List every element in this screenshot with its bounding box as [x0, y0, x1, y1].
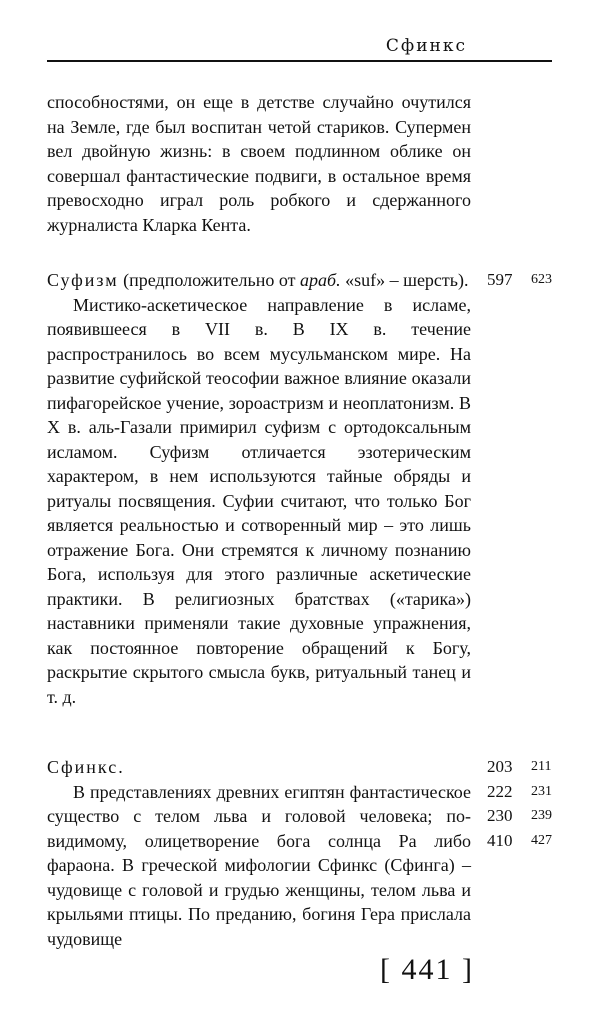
- sufism-page-refs: [487, 268, 565, 293]
- sufism-heading: [47, 268, 471, 293]
- ref-row: [487, 268, 565, 293]
- ref-secondary: 211: [531, 759, 552, 774]
- ref-row: [487, 755, 565, 780]
- sphinx-body: В представлениях древних египтян фантастическое существо с телом льва и головой человека; по-видимому, олицетворение бога солнца Ра либо фараона. В греческой мифологии Сфинкс (Сфинга) – чудовище с головой и грудью женщины, телом льва и крыльями птицы. По преданию, богиня Гера прислала чудовище: [47, 781, 471, 949]
- ref-row: [487, 829, 565, 854]
- page-number: [ 441 ]: [380, 953, 474, 986]
- ref-row: [487, 780, 565, 805]
- superman-entry-continuation: [47, 90, 471, 237]
- sufism-entry: [47, 268, 471, 709]
- sufism-etymology-rest: «suf» – шерсть).: [340, 270, 469, 290]
- ref-primary: 222: [487, 781, 513, 801]
- header-rule: [47, 60, 552, 62]
- superman-text: способностями, он еще в детстве случайно очутился на Земле, где был воспитан четой стариков. Супермен вел двойную жизнь: в своем подлинном облике он совершал фантастические подвиги, в остальное время превосходно играл роль робкого и сдержанного журналиста Кларка Кента.: [47, 92, 471, 235]
- ref-row: [487, 804, 565, 829]
- ref-primary: 410: [487, 830, 513, 850]
- ref-secondary: 427: [531, 832, 552, 848]
- ref-primary: 597: [487, 270, 513, 289]
- ref-secondary: 239: [531, 808, 552, 823]
- ref-primary: 230: [487, 806, 513, 825]
- ref-primary: 203: [487, 757, 513, 776]
- ref-secondary: 231: [531, 783, 552, 799]
- ref-secondary: 623: [531, 272, 552, 287]
- running-head-title: Сфинкс: [385, 36, 467, 56]
- sphinx-headword: Сфинкс.: [47, 757, 125, 777]
- sufism-etymology-open: (предположительно от: [118, 270, 301, 290]
- sufism-etymology-lang: араб.: [300, 270, 341, 290]
- sphinx-heading: [47, 755, 471, 780]
- sufism-body: Мистико-аскетическое направление в исламе, появившееся в VII в. В IX в. течение распространилось во всем мусульманском мире. На развитие суфийской теософии важное влияние оказали пифагорейское учение, зороастризм и неоплатонизм. В X в. аль-Газали примирил суфизм с ортодоксальным исламом. Суфизм отличается эзотерическим характером, в нем используются тайные обряды и ритуалы посвящения. Суфии считают, что только Бог является реальностью и сотворенный мир – это лишь отражение Бога. Они стремятся к личному познанию Бога, используя для этого различные аскетические практики. В религиозных братствах («тарика») наставники применяли такие духовные упражнения, как постоянное повторение обращений к Богу, раскрытие скрытого смысла букв, ритуальный танец и т. д.: [47, 294, 471, 707]
- sphinx-page-refs: [487, 755, 565, 853]
- sphinx-entry: [47, 755, 471, 951]
- sufism-headword: Суфизм: [47, 270, 119, 290]
